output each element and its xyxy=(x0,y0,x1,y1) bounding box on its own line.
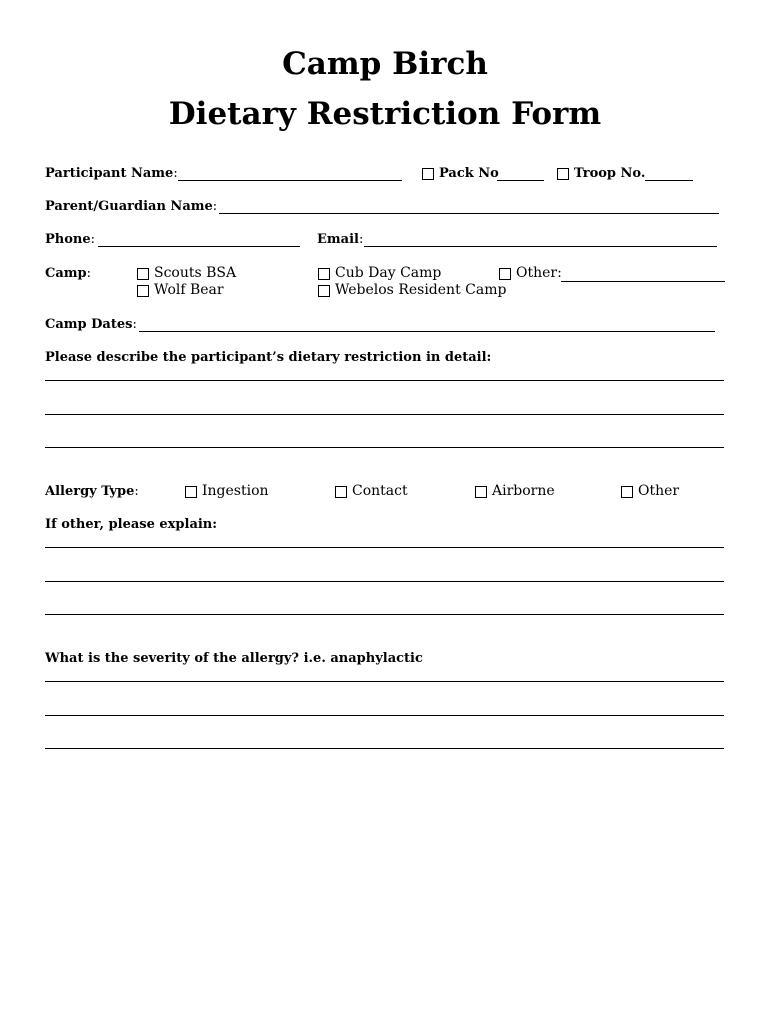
severity-question: What is the severity of the allergy? i.e. anaphylactic xyxy=(45,651,423,666)
email-field[interactable] xyxy=(364,246,717,247)
allergy-type-label: Allergy Type: xyxy=(45,484,139,499)
cub-day-camp-label: Cub Day Camp xyxy=(335,265,442,281)
camp-label: Camp: xyxy=(45,266,92,281)
webelos-resident-camp-label: Webelos Resident Camp xyxy=(335,282,507,298)
severity-line-2[interactable] xyxy=(45,715,724,716)
camp-other-field[interactable] xyxy=(561,281,725,282)
participant-name-label: Participant Name: xyxy=(45,166,178,181)
webelos-resident-camp-checkbox[interactable] xyxy=(318,285,330,297)
allergy-airborne-checkbox[interactable] xyxy=(475,486,487,498)
allergy-other-label: Other xyxy=(638,483,680,499)
parent-guardian-field[interactable] xyxy=(219,213,719,214)
form-title-main: Dietary Restriction Form xyxy=(168,96,602,132)
wolf-bear-label: Wolf Bear xyxy=(154,282,224,298)
troop-no-field[interactable] xyxy=(645,180,693,181)
camp-dates-field[interactable] xyxy=(139,331,715,332)
form-title-camp: Camp Birch xyxy=(282,46,488,82)
pack-no-checkbox[interactable] xyxy=(422,168,434,180)
severity-line-3[interactable] xyxy=(45,748,724,749)
pack-no-label: Pack No xyxy=(439,166,499,181)
cub-day-camp-checkbox[interactable] xyxy=(318,268,330,280)
camp-other-label: Other: xyxy=(516,265,562,281)
allergy-ingestion-checkbox[interactable] xyxy=(185,486,197,498)
scouts-bsa-checkbox[interactable] xyxy=(137,268,149,280)
camp-dates-label: Camp Dates: xyxy=(45,317,137,332)
if-other-line-2[interactable] xyxy=(45,581,724,582)
troop-no-label: Troop No. xyxy=(574,166,646,181)
allergy-airborne-label: Airborne xyxy=(492,483,555,499)
allergy-contact-label: Contact xyxy=(352,483,408,499)
if-other-question: If other, please explain: xyxy=(45,517,218,532)
participant-name-field[interactable] xyxy=(178,180,402,181)
scouts-bsa-label: Scouts BSA xyxy=(154,265,237,281)
pack-no-field[interactable] xyxy=(497,180,544,181)
dietary-detail-question: Please describe the participant’s dietary restriction in detail: xyxy=(45,350,492,365)
severity-line-1[interactable] xyxy=(45,681,724,682)
dietary-detail-line-3[interactable] xyxy=(45,447,724,448)
dietary-detail-line-2[interactable] xyxy=(45,414,724,415)
phone-field[interactable] xyxy=(98,246,300,247)
if-other-line-3[interactable] xyxy=(45,614,724,615)
camp-other-checkbox[interactable] xyxy=(499,268,511,280)
parent-guardian-label: Parent/Guardian Name: xyxy=(45,199,218,214)
troop-no-checkbox[interactable] xyxy=(557,168,569,180)
allergy-ingestion-label: Ingestion xyxy=(202,483,269,499)
allergy-contact-checkbox[interactable] xyxy=(335,486,347,498)
allergy-other-checkbox[interactable] xyxy=(621,486,633,498)
if-other-line-1[interactable] xyxy=(45,547,724,548)
phone-label: Phone: xyxy=(45,232,96,247)
email-label: Email: xyxy=(317,232,364,247)
wolf-bear-checkbox[interactable] xyxy=(137,285,149,297)
dietary-detail-line-1[interactable] xyxy=(45,380,724,381)
